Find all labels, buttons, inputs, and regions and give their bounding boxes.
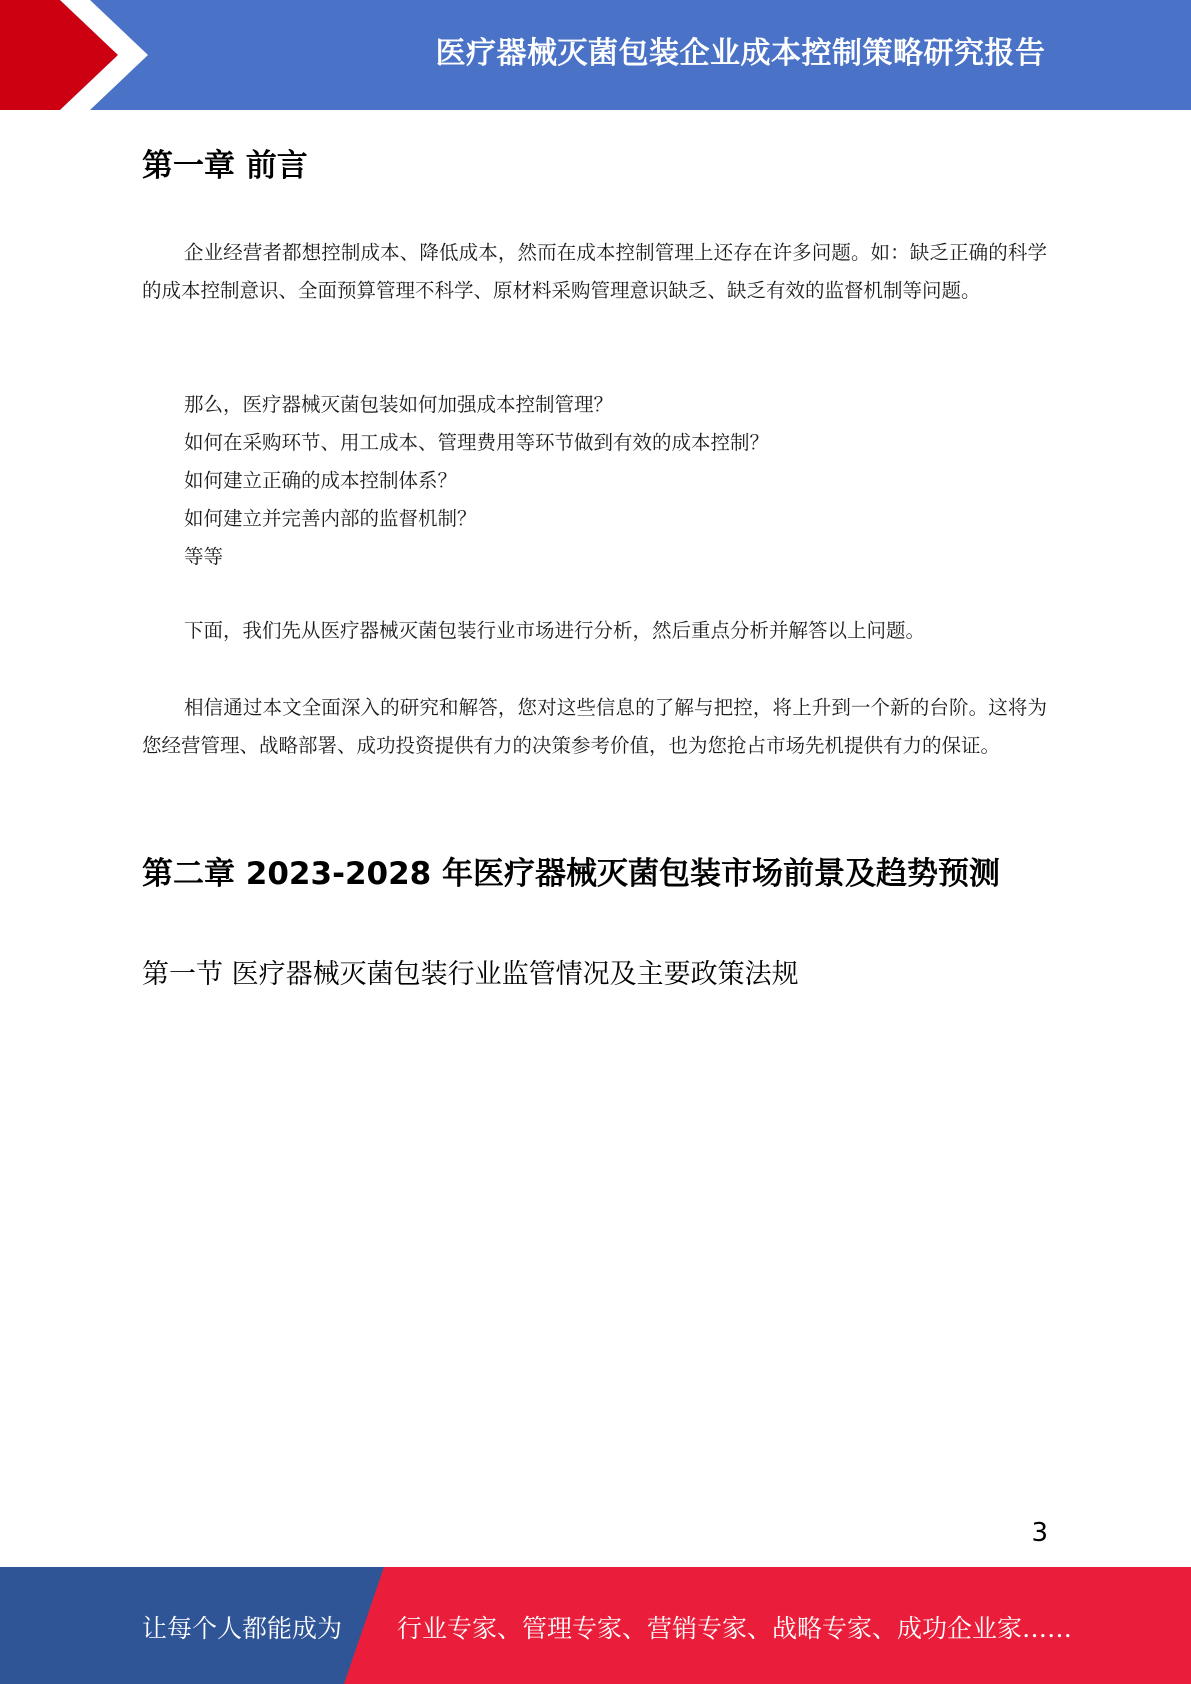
footer-slogan-left: 让每个人都能成为	[142, 1614, 343, 1643]
chapter1-analysis-paragraph: 下面，我们先从医疗器械灭菌包装行业市场进行分析，然后重点分析并解答以上问题。	[184, 619, 926, 642]
chapter2-heading: 第二章 2023-2028 年医疗器械灭菌包装市场前景及趋势预测	[142, 856, 1001, 892]
page-header	[0, 0, 1191, 110]
footer-slogan-right: 行业专家、管理专家、营销专家、战略专家、成功企业家……	[397, 1614, 1073, 1643]
page-footer	[0, 1567, 1191, 1684]
list-item: 如何在采购环节、用工成本、管理费用等环节做到有效的成本控制？	[184, 431, 770, 454]
chapter1-intro-paragraph: 企业经营者都想控制成本、降低成本，然而在成本控制管理上还存在许多问题。如：缺乏正确的科学的成本控制意识、全面预算管理不科学、原材料采购管理意识缺乏、缺乏有效的监督机制等问题。	[142, 241, 1047, 302]
list-item: 等等	[184, 545, 224, 568]
question-list	[184, 386, 769, 576]
list-item: 那么，医疗器械灭菌包装如何加强成本控制管理？	[184, 393, 614, 416]
chapter2-section1-heading: 第一节 医疗器械灭菌包装行业监管情况及主要政策法规	[142, 959, 799, 990]
report-title: 医疗器械灭菌包装企业成本控制策略研究报告	[435, 36, 1046, 71]
chapter1-heading: 第一章 前言	[142, 148, 308, 184]
list-item: 如何建立并完善内部的监督机制？	[184, 507, 477, 530]
header-chevron-decoration	[0, 0, 160, 110]
page-number: 3	[1031, 1518, 1048, 1548]
list-item: 如何建立正确的成本控制体系？	[184, 469, 458, 492]
chapter1-conclusion-paragraph: 相信通过本文全面深入的研究和解答，您对这些信息的了解与把控，将上升到一个新的台阶。这将为您经营管理、战略部署、成功投资提供有力的决策参考价值，也为您抢占市场先机提供有力的保证。	[142, 696, 1047, 757]
